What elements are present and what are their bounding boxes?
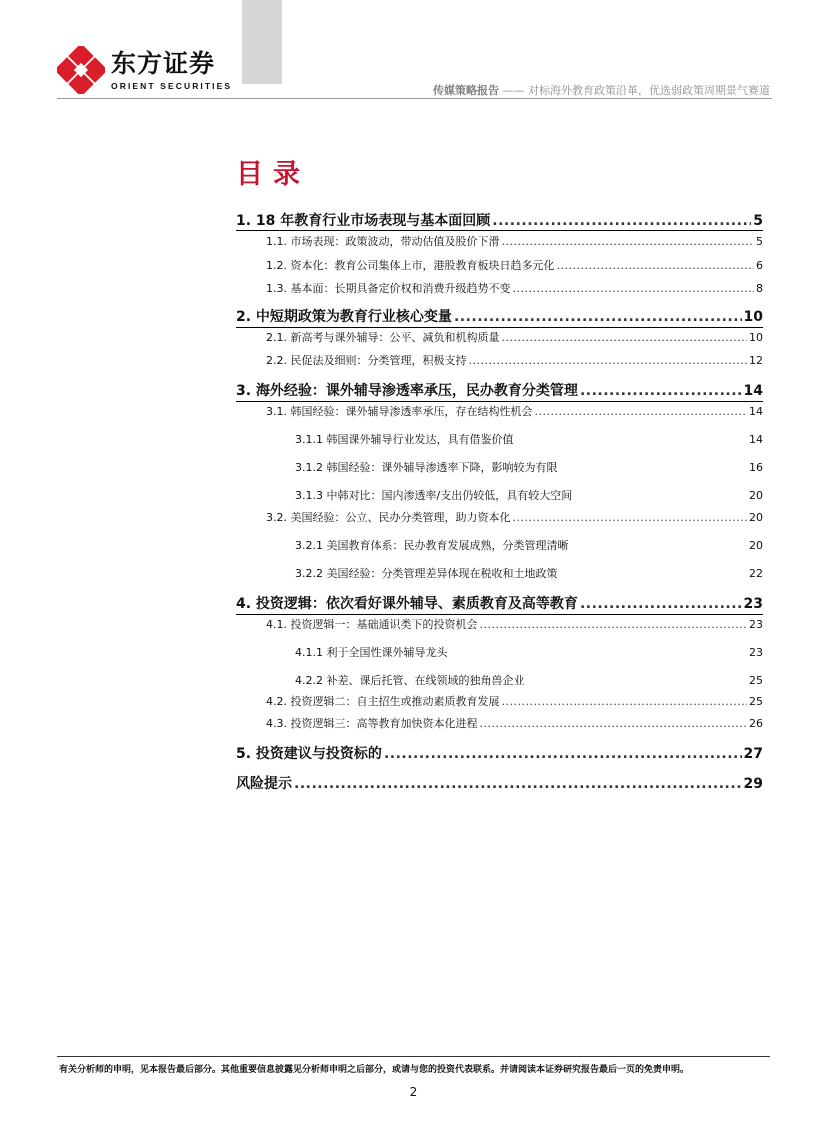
toc-entry[interactable] bbox=[236, 431, 763, 447]
toc-entry[interactable] bbox=[236, 743, 763, 763]
header-divider bbox=[57, 98, 772, 99]
toc-entry-label: 2.2. 民促法及细则：分类管理，积极支持 bbox=[266, 354, 467, 367]
toc-entry-label: 4.2.2 补差、课后托管、在线领域的独角兽企业 bbox=[295, 674, 525, 687]
toc-entry[interactable] bbox=[236, 616, 763, 632]
toc-entry[interactable] bbox=[236, 306, 763, 326]
toc-entry-page: 6 bbox=[756, 259, 763, 272]
toc-entry-label: 2. 中短期政策为教育行业核心变量 bbox=[236, 309, 452, 325]
toc-leader-dots bbox=[492, 213, 751, 229]
toc-section-rule bbox=[236, 614, 763, 615]
toc-entry-page: 5 bbox=[756, 235, 763, 248]
toc-entry-label: 4.1. 投资逻辑一：基础通识类下的投资机会 bbox=[266, 618, 478, 631]
toc-entry-page: 26 bbox=[749, 717, 763, 730]
toc-entry-page: 25 bbox=[749, 695, 763, 708]
toc-entry[interactable] bbox=[236, 403, 763, 419]
toc-entry-page: 5 bbox=[753, 213, 763, 229]
toc-entry[interactable] bbox=[236, 280, 763, 296]
toc-entry-page: 23 bbox=[749, 618, 763, 631]
toc-entry-page: 23 bbox=[743, 596, 763, 612]
toc-section-rule bbox=[236, 230, 763, 231]
toc-entry[interactable] bbox=[236, 257, 763, 273]
footer-disclaimer: 有关分析师的申明，见本报告最后部分。其他重要信息披露见分析师申明之后部分，或请与您的投资代表联系。并请阅读本证券研究报告最后一页的免责申明。 bbox=[59, 1065, 690, 1075]
toc-leader-dots bbox=[502, 331, 748, 344]
toc-leader-dots bbox=[384, 746, 742, 762]
toc-entry-page: 14 bbox=[749, 433, 763, 446]
toc-leader-dots bbox=[580, 596, 742, 612]
toc-entry-page: 20 bbox=[749, 511, 763, 524]
header-dash: —— bbox=[502, 84, 525, 97]
toc-entry-page: 10 bbox=[743, 309, 763, 325]
toc-entry-page: 27 bbox=[743, 746, 763, 762]
toc-entry[interactable] bbox=[236, 509, 763, 525]
toc-leader-dots bbox=[480, 618, 748, 631]
toc-entry-page: 12 bbox=[749, 354, 763, 367]
toc-entry-label: 4.1.1 利于全国性课外辅导龙头 bbox=[295, 646, 448, 659]
toc-entry-label: 4.3. 投资逻辑三：高等教育加快资本化进程 bbox=[266, 717, 478, 730]
toc-entry[interactable] bbox=[236, 352, 763, 368]
toc-entry-page: 25 bbox=[749, 674, 763, 687]
toc-entry-page: 20 bbox=[749, 539, 763, 552]
toc-entry[interactable] bbox=[236, 487, 763, 503]
toc-entry[interactable] bbox=[236, 459, 763, 475]
toc-entry-label: 1. 18 年教育行业市场表现与基本面回顾 bbox=[236, 213, 491, 229]
toc-entry-label: 2.1. 新高考与课外辅导：公平、减负和机构质量 bbox=[266, 331, 500, 344]
toc-heading: 目录 bbox=[236, 159, 310, 190]
toc-entry-page: 22 bbox=[749, 567, 763, 580]
toc-entry-label: 4.2. 投资逻辑二：自主招生或推动素质教育发展 bbox=[266, 695, 500, 708]
toc-entry[interactable] bbox=[236, 693, 763, 709]
report-title: 对标海外教育政策沿革，优选弱政策周期景气赛道 bbox=[528, 84, 770, 97]
toc-entry-label: 3.1.2 韩国经验：课外辅导渗透率下降，影响较为有限 bbox=[295, 461, 558, 474]
toc-entry[interactable] bbox=[236, 715, 763, 731]
toc-entry-page: 16 bbox=[749, 461, 763, 474]
toc-entry[interactable] bbox=[236, 380, 763, 400]
toc-entry-page: 20 bbox=[749, 489, 763, 502]
toc-entry-label: 1.3. 基本面：长期具备定价权和消费升级趋势不变 bbox=[266, 282, 511, 295]
orient-logo-icon bbox=[57, 46, 105, 94]
header-gray-tab bbox=[242, 0, 282, 84]
toc-entry-page: 10 bbox=[749, 331, 763, 344]
toc-leader-dots bbox=[557, 259, 755, 272]
toc-entry-label: 3.1. 韩国经验：课外辅导渗透率承压，存在结构性机会 bbox=[266, 405, 533, 418]
toc-entry-label: 4. 投资逻辑：依次看好课外辅导、素质教育及高等教育 bbox=[236, 596, 578, 612]
report-category: 传媒策略报告 bbox=[433, 84, 499, 97]
toc-leader-dots bbox=[502, 235, 755, 248]
toc-entry[interactable] bbox=[236, 672, 763, 688]
toc-section-rule bbox=[236, 401, 763, 402]
toc-leader-dots bbox=[469, 354, 748, 367]
toc-leader-dots bbox=[580, 383, 742, 399]
toc-entry[interactable] bbox=[236, 565, 763, 581]
toc-leader-dots bbox=[480, 717, 748, 730]
toc-entry[interactable] bbox=[236, 537, 763, 553]
toc-entry[interactable] bbox=[236, 210, 763, 230]
brand-logo bbox=[57, 46, 232, 94]
toc-entry-label: 1.2. 资本化：教育公司集体上市，港股教育板块日趋多元化 bbox=[266, 259, 555, 272]
brand-name-cn: 东方证券 bbox=[111, 49, 216, 78]
report-header bbox=[433, 82, 770, 98]
toc-entry[interactable] bbox=[236, 773, 763, 793]
brand-name-en: ORIENT SECURITIES bbox=[111, 81, 233, 91]
toc-entry-label: 3.2.1 美国教育体系：民办教育发展成熟，分类管理清晰 bbox=[295, 539, 569, 552]
toc-entry[interactable] bbox=[236, 329, 763, 345]
toc-entry-page: 29 bbox=[743, 776, 763, 792]
toc-entry-label: 3.1.3 中韩对比：国内渗透率/支出仍较低，具有较大空间 bbox=[295, 489, 573, 502]
toc-entry-label: 3.2. 美国经验：公立、民办分类管理，助力资本化 bbox=[266, 511, 511, 524]
toc-entry-page: 14 bbox=[749, 405, 763, 418]
toc-entry-label: 5. 投资建议与投资标的 bbox=[236, 746, 382, 762]
toc-entry-page: 14 bbox=[743, 383, 763, 399]
toc-leader-dots bbox=[294, 776, 742, 792]
toc-entry[interactable] bbox=[236, 644, 763, 660]
toc-entry-page: 8 bbox=[756, 282, 763, 295]
toc-entry[interactable] bbox=[236, 233, 763, 249]
toc-entry-label: 3. 海外经验：课外辅导渗透率承压，民办教育分类管理 bbox=[236, 383, 578, 399]
toc-leader-dots bbox=[513, 282, 755, 295]
toc-entry-label: 风险提示 bbox=[236, 776, 292, 792]
toc-leader-dots bbox=[513, 511, 748, 524]
toc-entry-label: 3.1.1 韩国课外辅导行业发达，具有借鉴价值 bbox=[295, 433, 514, 446]
toc-entry-label: 1.1. 市场表现：政策波动，带动估值及股价下滑 bbox=[266, 235, 500, 248]
toc-leader-dots bbox=[535, 405, 748, 418]
footer-divider bbox=[57, 1056, 770, 1057]
toc-leader-dots bbox=[454, 309, 742, 325]
page-number: 2 bbox=[409, 1085, 418, 1099]
toc-section-rule bbox=[236, 327, 763, 328]
toc-entry-page: 23 bbox=[749, 646, 763, 659]
toc-leader-dots bbox=[502, 695, 748, 708]
toc-entry-label: 3.2.2 美国经验：分类管理差异体现在税收和土地政策 bbox=[295, 567, 558, 580]
toc-entry[interactable] bbox=[236, 593, 763, 613]
